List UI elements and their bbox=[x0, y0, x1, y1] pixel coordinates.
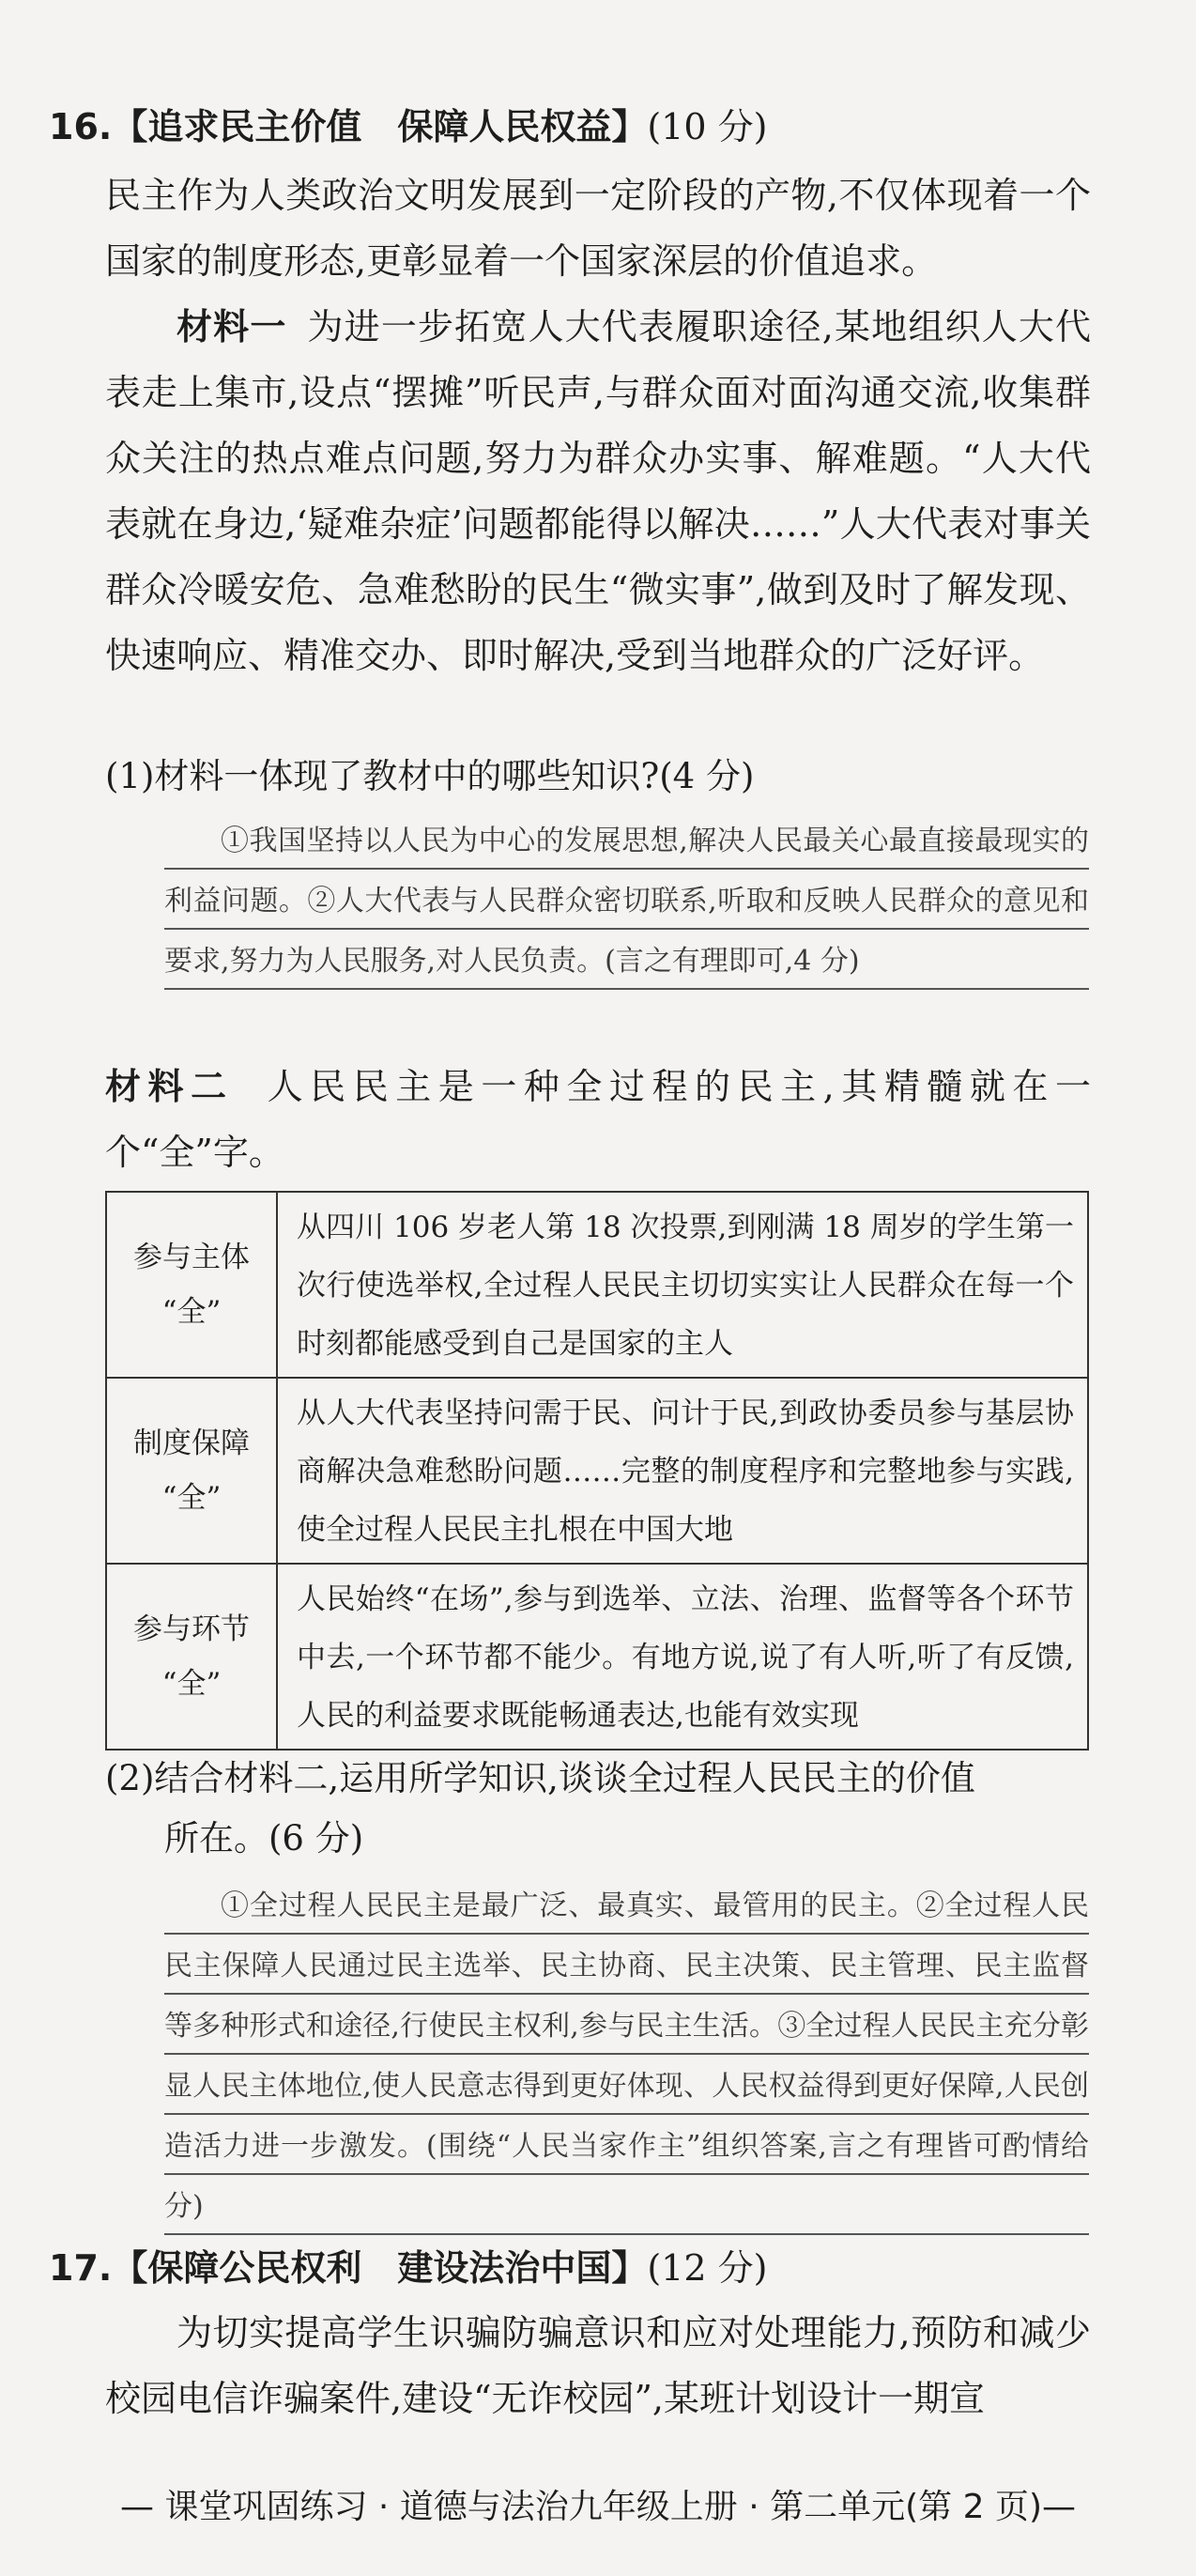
table-row-header bbox=[106, 1378, 277, 1564]
material-1-text: 为进一步拓宽人大代表履职途径,某地组织人大代表走上集市,设点“摆摊”听民声,与群众面对面沟通交流,收集群众关注的热点难点问题,努力为群众办实事、解难题。“人大代表就在身边,‘疑难杂症’问题都能得以解决……”人大代表对事关群众冷暖安危、急难愁盼的民生“微实事”,做到及时了解发现、快速响应、精准交办、即时解决,受到当地群众的广泛好评。 bbox=[105, 306, 1091, 676]
row-header-line: “全” bbox=[161, 1481, 222, 1515]
question-title: 【追求民主价值 保障人民权益】 bbox=[112, 106, 648, 147]
question-title: 【保障公民权利 建设法治中国】 bbox=[112, 2247, 648, 2289]
question-17-header bbox=[49, 2244, 767, 2291]
question-number: 16. bbox=[49, 106, 113, 147]
table-row bbox=[106, 1378, 1088, 1564]
material-1-label: 材料一 bbox=[176, 306, 287, 347]
table-cell: 人民始终“在场”,参与到选举、立法、治理、监督等各个环节中去,一个环节都不能少。有地方说,说了有人听,听了有反馈,人民的利益要求既能畅通表达,也能有效实现 bbox=[277, 1564, 1088, 1750]
table-cell: 从四川 106 岁老人第 18 次投票,到刚满 18 周岁的学生第一次行使选举权,全过程人民民主切切实实让人民群众在每一个时刻都能感受到自己是国家的主人 bbox=[277, 1192, 1088, 1378]
table-row bbox=[106, 1192, 1088, 1378]
sub-question-1-answer bbox=[164, 811, 1089, 992]
question-17-intro: 为切实提高学生识骗防骗意识和应对处理能力,预防和减少校园电信诈骗案件,建设“无诈校园”,某班计划设计一期宣 bbox=[105, 2312, 1091, 2419]
table-row-header bbox=[106, 1192, 277, 1378]
material-2-table bbox=[105, 1191, 1089, 1751]
table-cell: 从人大代表坚持问需于民、问计于民,到政协委员参与基层协商解决急难愁盼问题……完整的制度程序和完整地参与实践,使全过程人民民主扎根在中国大地 bbox=[277, 1378, 1088, 1564]
row-header-line: 参与环节 bbox=[133, 1612, 250, 1646]
question-score: (12 分) bbox=[647, 2247, 768, 2289]
row-header-line: “全” bbox=[161, 1667, 222, 1701]
material-2-label: 材料二 bbox=[105, 1066, 234, 1107]
sub-question-2-cont: 所在。(6 分) bbox=[164, 1818, 364, 1859]
material-2-text: 人民民主是一种全过程的民主,其精髓就在一个“全”字。 bbox=[105, 1066, 1091, 1173]
row-header-line: 参与主体 bbox=[133, 1241, 250, 1274]
row-header-line: 制度保障 bbox=[133, 1427, 250, 1460]
question-number: 17. bbox=[49, 2247, 113, 2289]
sub-question-1: (1)材料一体现了教材中的哪些知识?(4 分) bbox=[105, 756, 755, 796]
question-16-intro: 民主作为人类政治文明发展到一定阶段的产物,不仅体现着一个国家的制度形态,更彰显着一个国家深层的价值追求。 bbox=[105, 175, 1091, 282]
sub-question-2-answer bbox=[164, 1876, 1089, 2237]
answer-text: ①全过程人民民主是最广泛、最真实、最管用的民主。②全过程人民民主保障人民通过民主选举、民主协商、民主决策、民主管理、民主监督等多种形式和途径,行使民主权利,参与民主生活。③全过程人民民主充分彰显人民主体地位,使人民意志得到更好体现、人民权益得到更好保障,人民创造活力进一步激发。(围绕“人民当家作主”组织答案,言之有理皆可酌情给分) bbox=[164, 1890, 1089, 2223]
question-score: (10 分) bbox=[647, 106, 768, 147]
answer-text: ①我国坚持以人民为中心的发展思想,解决人民最关心最直接最现实的利益问题。②人大代表与人民群众密切联系,听取和反映人民群众的意见和要求,努力为人民服务,对人民负责。(言之有理即可,4 分) bbox=[164, 825, 1089, 978]
sub-question-2: (2)结合材料二,运用所学知识,谈谈全过程人民民主的价值 bbox=[105, 1758, 975, 1798]
material-1 bbox=[105, 294, 1091, 688]
material-2 bbox=[105, 1054, 1091, 1185]
table-row bbox=[106, 1564, 1088, 1750]
question-16-header bbox=[49, 103, 767, 150]
table-row-header bbox=[106, 1564, 277, 1750]
row-header-line: “全” bbox=[161, 1295, 222, 1329]
page-footer: — 课堂巩固练习 · 道德与法治九年级上册 · 第二单元(第 2 页)— bbox=[120, 2488, 1076, 2526]
